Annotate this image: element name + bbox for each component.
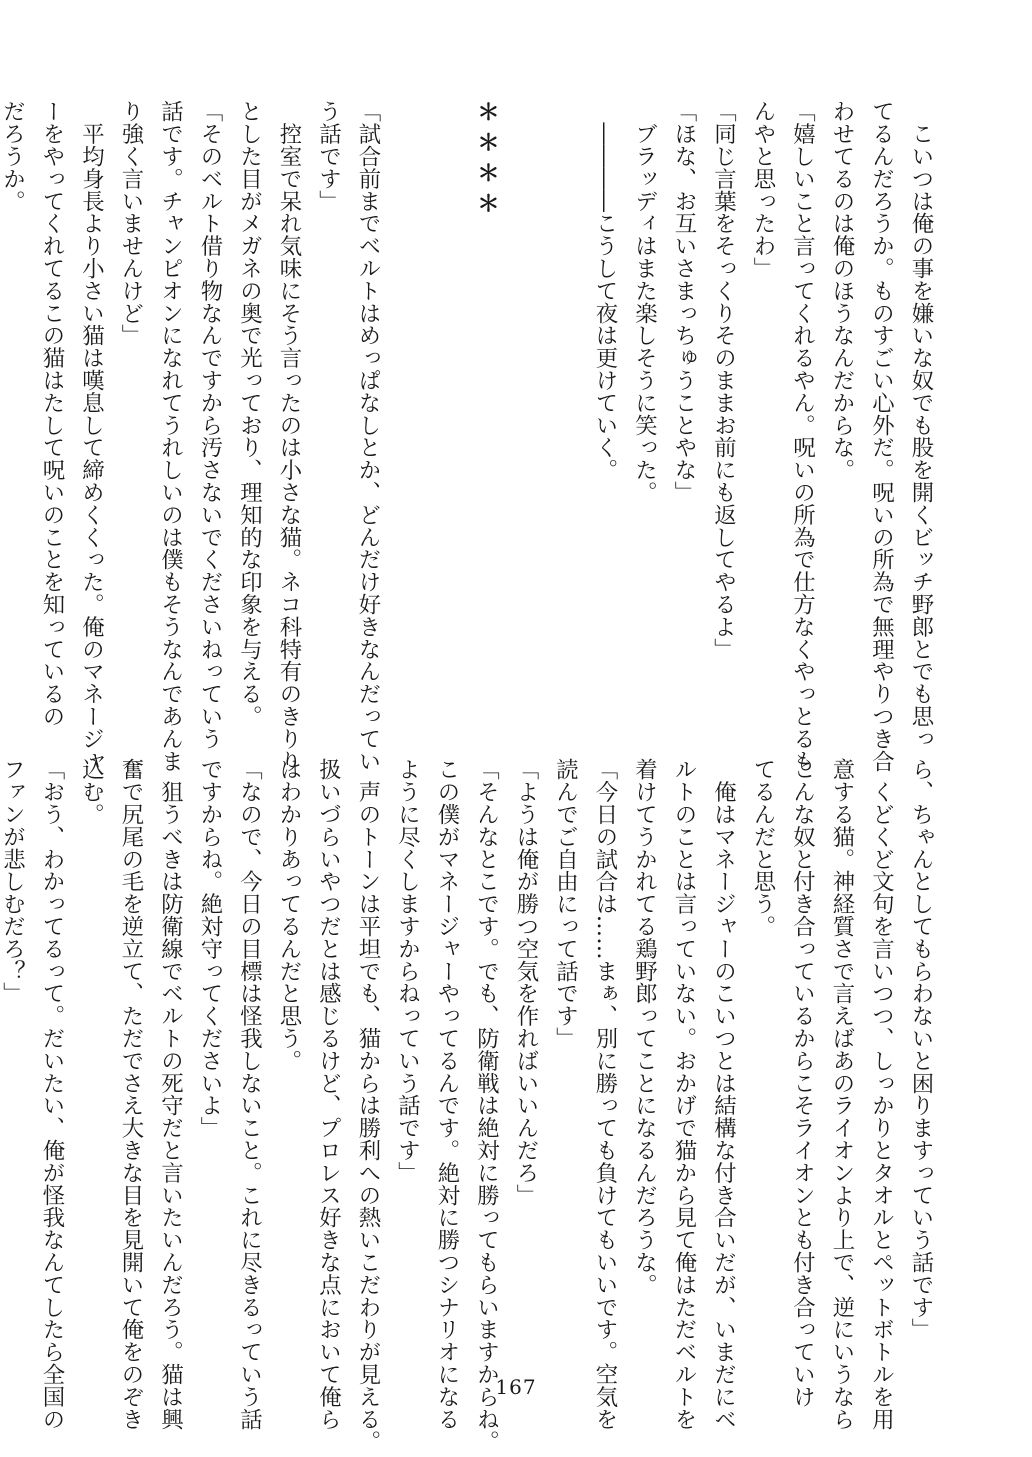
- text-column: 平均身長より小さい猫は嘆息して締めくくった。俺のマネージャ: [78, 100, 105, 772]
- text-column: 着けてうかれてる鶏野郎ってことになるんだろうな。: [631, 758, 658, 1296]
- text-column: 「同じ言葉をそっくりそのままお前にも返してやるよ」: [710, 100, 737, 660]
- text-column: [506, 100, 546, 712]
- text-column: 控室で呆れ気味にそう言ったのは小さな猫。ネコ科特有のきりり: [276, 100, 302, 772]
- text-column: ら、ちゃんとしてもらわないと困りますっていう話です」: [908, 758, 934, 1341]
- text-column: 「嬉しいこと言ってくれるやん。呪いの所為で仕方なくやっとるも: [789, 100, 816, 772]
- text-column: 読んでご自由にって話です」: [552, 758, 579, 1050]
- text-column: ように尽くしますからねっていう話です」: [394, 758, 421, 1184]
- text-column: てるんだと思う。: [750, 758, 776, 938]
- text-column: はわかりあってるんだと思う。: [276, 758, 302, 1072]
- text-column: 「ほな、お互いさまっちゅうことやな」: [671, 100, 697, 504]
- upper-text-block: [0, 100, 940, 772]
- text-column: [427, 100, 467, 712]
- text-column: んやと思ったわ」: [750, 100, 776, 280]
- text-column: 「なので、今日の目標は怪我しないこと。これに尽きるっていう話: [236, 758, 263, 1430]
- text-column: 「今日の試合は……まぁ、別に勝っても負けてもいいです。空気を: [592, 758, 618, 1430]
- text-column: う話です」: [315, 100, 342, 212]
- text-column: ブラッディはまた楽しそうに笑った。: [631, 100, 658, 504]
- text-column: とした目がメガネの奥で光っており、理知的な印象を与える。: [236, 100, 263, 728]
- text-column: だろうか。: [0, 100, 26, 212]
- text-column: 「試合前までベルトはめっぱなしとか、どんだけ好きなんだってい: [355, 100, 381, 772]
- text-column: こんな奴と付き合っているからこそライオンとも付き合っていけ: [789, 758, 816, 1408]
- text-column: 込む。: [78, 758, 105, 826]
- text-column: 「そのベルト借り物なんですから汚さないでくださいねっていう: [197, 100, 223, 750]
- text-column: ファンが悲しむだろ？」: [0, 758, 26, 1005]
- text-column: くどくど文句を言いつつ、しっかりとタオルとペットボトルを用: [868, 758, 895, 1430]
- text-column: 狙うべきは防衛線でベルトの死守だと言いたいんだろう。猫は興: [157, 758, 184, 1430]
- text-column: ――――こうして夜は更けていく。: [592, 100, 618, 481]
- text-column: この僕がマネージャーやってるんです。絶対に勝つシナリオになる: [434, 758, 460, 1430]
- text-column: こいつは俺の事を嫌いな奴でも股を開くビッチ野郎とでも思っ: [908, 100, 934, 750]
- text-column: 俺はマネージャーのこいつとは結構な付き合いだが、いまだにベ: [710, 758, 737, 1430]
- text-column: ですからね。絶対守ってくださいよ」: [197, 758, 223, 1139]
- text-column: 「おう、わかってるって。だいたい、俺が怪我なんてしたら全国の: [39, 758, 65, 1430]
- text-column: 声のトーンは平坦でも、猫からは勝利への熱いこだわりが見える。: [355, 758, 381, 1453]
- text-column: 「ようは俺が勝つ空気を作ればいいんだろ」: [513, 758, 539, 1206]
- text-column: 扱いづらいやつだとは感じるけど、プロレス好きな点において俺ら: [315, 758, 342, 1430]
- text-column: [387, 100, 427, 712]
- text-column: 奮で尻尾の毛を逆立て、ただでさえ大きな目を見開いて俺をのぞき: [118, 758, 144, 1430]
- text-column: わせてるのは俺のほうなんだからな。: [829, 100, 855, 481]
- text-column: り強く言いませんけど」: [118, 100, 144, 347]
- text-column: 「そんなとこです。でも、防衛戦は絶対に勝ってもらいますからね。: [473, 758, 500, 1453]
- page-number: 167: [495, 1375, 537, 1399]
- text-column: てるんだろうか。ものすごい心外だ。呪いの所為で無理やりつき合: [868, 100, 895, 772]
- text-column: ーをやってくれてるこの猫はたして呪いのことを知っているの: [39, 100, 65, 728]
- text-column: [545, 100, 585, 712]
- text-column: ルトのことは言っていない。おかげで猫から見て俺はただベルトを: [671, 758, 697, 1430]
- text-column: ＊＊＊＊: [473, 100, 500, 222]
- text-column: 話です。チャンピオンになれてうれしいのは僕もそうなんであんま: [157, 100, 184, 772]
- text-column: 意する猫。神経質さで言えばあのライオンより上で、逆にいうなら: [829, 758, 855, 1430]
